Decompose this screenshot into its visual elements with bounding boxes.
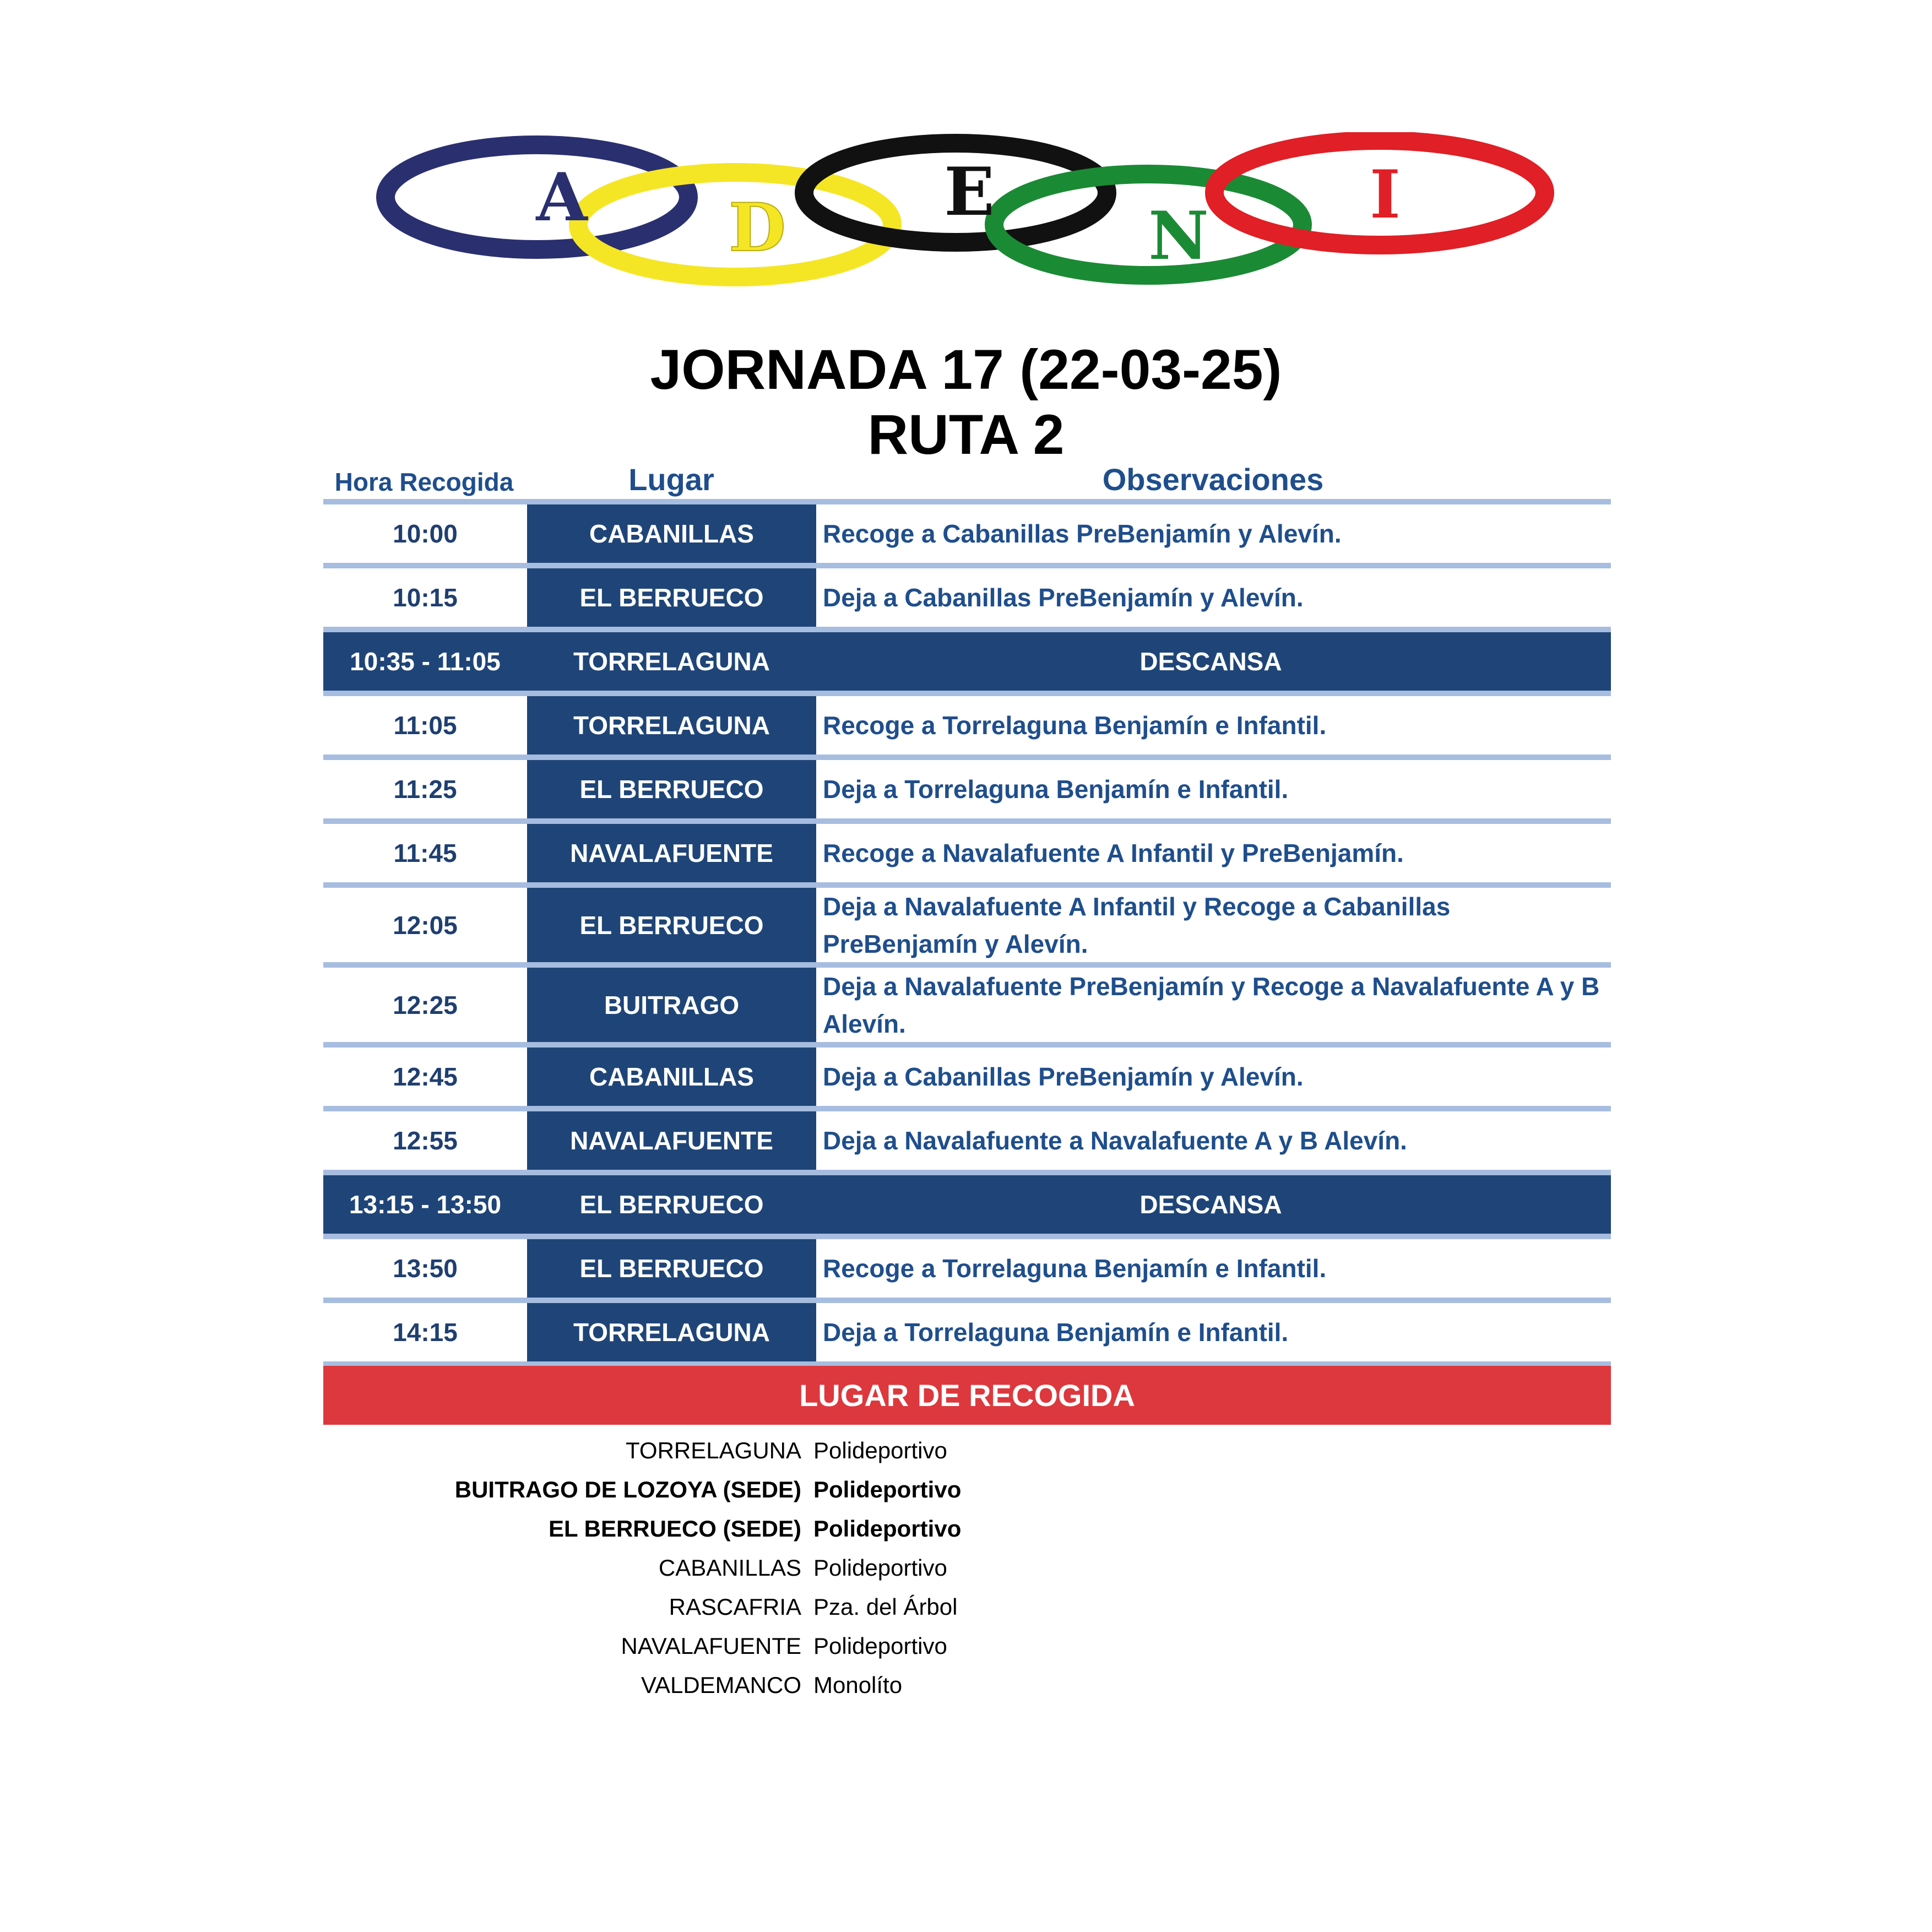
time-cell: 13:15 - 13:50	[349, 1190, 502, 1219]
place-cell: EL BERRUECO	[527, 1239, 816, 1298]
table-row	[323, 1234, 1611, 1298]
pickup-town: EL BERRUECO (SEDE)	[549, 1515, 801, 1542]
time-cell: 12:25	[393, 990, 458, 1019]
time-cell: 11:25	[393, 775, 457, 804]
note-cell: Deja a Torrelaguna Benjamín e Infantil.	[823, 1318, 1289, 1347]
logo-letter-i: I	[1369, 156, 1401, 234]
note-cell: Recoge a Torrelaguna Benjamín e Infantil.	[823, 711, 1327, 740]
time-cell: 11:05	[393, 711, 457, 740]
pickup-town: NAVALAFUENTE	[621, 1632, 801, 1659]
pickup-location-item	[323, 1470, 1611, 1509]
column-header-hora: Hora Recogida	[334, 468, 514, 496]
column-header-observaciones: Observaciones	[1102, 462, 1324, 497]
pickup-location-item	[323, 1665, 1611, 1705]
schedule-table	[323, 499, 1611, 1367]
pickup-location-item	[323, 1587, 1611, 1626]
rest-note-cell: DESCANSA	[1139, 1190, 1282, 1219]
logo-letter-a: A	[536, 159, 588, 236]
place-cell: TORRELAGUNA	[573, 647, 770, 676]
pickup-place: Polideportivo	[813, 1632, 947, 1659]
time-cell: 12:05	[393, 910, 458, 940]
note-cell: Recoge a Navalafuente A Infantil y PreBenjamín.	[823, 839, 1404, 867]
table-row	[323, 499, 1611, 563]
pickup-town: CABANILLAS	[658, 1554, 801, 1581]
note-cell: Deja a Navalafuente A Infantil y Recoge a Cabanillas PreBenjamín y Alevín.	[823, 892, 1451, 958]
time-cell: 13:50	[393, 1254, 458, 1283]
note-cell: Recoge a Torrelaguna Benjamín e Infantil.	[823, 1254, 1327, 1283]
pickup-place: Polideportivo	[813, 1554, 947, 1581]
pickup-location-item	[323, 1431, 1611, 1470]
pickup-location-item	[323, 1626, 1611, 1665]
place-cell: NAVALAFUENTE	[527, 824, 816, 882]
pickup-locations-list	[323, 1431, 1611, 1705]
place-cell: NAVALAFUENTE	[527, 1111, 816, 1170]
note-cell: Deja a Navalafuente a Navalafuente A y B Alevín.	[823, 1126, 1407, 1155]
time-cell: 11:45	[393, 839, 457, 867]
table-row	[323, 563, 1611, 627]
pickup-location-item	[323, 1509, 1611, 1548]
table-row	[323, 1042, 1611, 1106]
pickup-place: Monolíto	[813, 1671, 903, 1698]
pickup-place: Polideportivo	[813, 1515, 962, 1542]
table-row	[323, 755, 1611, 818]
table-row	[323, 691, 1611, 755]
time-cell: 12:55	[393, 1126, 458, 1155]
note-cell: Deja a Torrelaguna Benjamín e Infantil.	[823, 775, 1289, 804]
place-cell: TORRELAGUNA	[527, 1303, 816, 1361]
pickup-town: RASCAFRIA	[669, 1593, 801, 1620]
place-cell: CABANILLAS	[527, 1048, 816, 1106]
pickup-town: BUITRAGO DE LOZOYA (SEDE)	[454, 1476, 801, 1502]
logo-letter-n: N	[1148, 197, 1209, 275]
table-row	[323, 818, 1611, 882]
note-cell: Deja a Cabanillas PreBenjamín y Alevín.	[823, 583, 1304, 612]
time-cell: 12:45	[393, 1062, 458, 1091]
route-title: RUTA 2	[867, 403, 1065, 466]
pickup-place: Pza. del Árbol	[813, 1593, 958, 1620]
place-cell: EL BERRUECO	[527, 760, 816, 818]
time-cell: 10:00	[393, 519, 458, 548]
place-cell: BUITRAGO	[527, 968, 816, 1042]
rest-note-cell: DESCANSA	[1139, 647, 1282, 676]
table-row	[323, 1298, 1611, 1361]
pickup-heading: LUGAR DE RECOGIDA	[323, 1366, 1611, 1425]
table-row	[323, 882, 1611, 962]
note-cell: Deja a Cabanillas PreBenjamín y Alevín.	[823, 1062, 1304, 1091]
note-cell: Recoge a Cabanillas PreBenjamín y Alevín.	[823, 519, 1342, 548]
adeni-logo	[375, 132, 1559, 286]
note-cell: Deja a Navalafuente PreBenjamín y Recoge a Navalafuente A y B Alevín.	[823, 972, 1600, 1038]
logo-letter-d: D	[728, 189, 786, 267]
time-cell: 10:35 - 11:05	[350, 647, 501, 676]
table-row	[323, 1106, 1611, 1170]
place-cell: CABANILLAS	[527, 504, 816, 563]
pickup-town: TORRELAGUNA	[626, 1437, 801, 1463]
pickup-town: VALDEMANCO	[641, 1671, 801, 1698]
rest-row	[323, 627, 1611, 691]
pickup-place: Polideportivo	[813, 1437, 947, 1463]
place-cell: EL BERRUECO	[579, 1190, 764, 1219]
time-cell: 10:15	[393, 583, 458, 612]
logo-letter-e: E	[944, 153, 995, 231]
page-title: JORNADA 17 (22-03-25)	[650, 338, 1282, 401]
place-cell: EL BERRUECO	[527, 568, 816, 627]
pickup-location-item	[323, 1548, 1611, 1587]
table-row	[323, 962, 1611, 1042]
place-cell: TORRELAGUNA	[527, 696, 816, 755]
pickup-place: Polideportivo	[813, 1476, 962, 1502]
column-header-lugar: Lugar	[628, 462, 714, 497]
time-cell: 14:15	[393, 1318, 458, 1347]
rest-row	[323, 1170, 1611, 1234]
place-cell: EL BERRUECO	[527, 888, 816, 962]
